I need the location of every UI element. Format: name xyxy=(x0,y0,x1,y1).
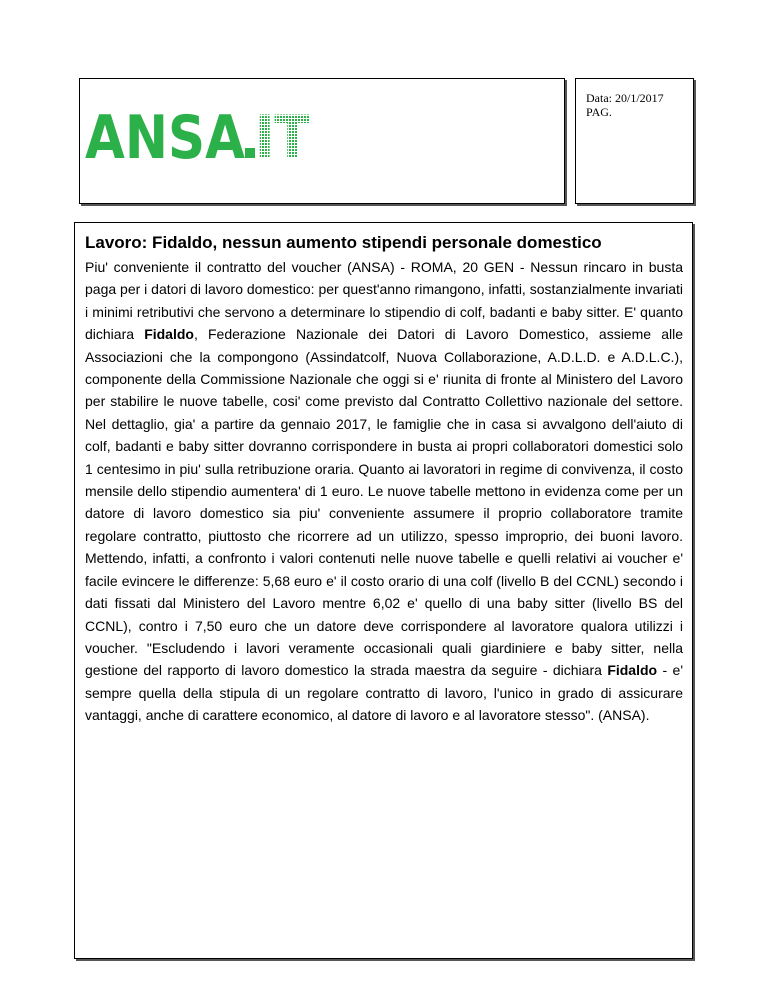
page-label: PAG. xyxy=(586,105,612,119)
svg-text:IT: IT xyxy=(255,103,311,173)
article-title: Lavoro: Fidaldo, nessun aumento stipendi personale domestico xyxy=(85,233,602,252)
article-body xyxy=(85,256,683,727)
article-text-part3: - e' sempre quella della stipula di un regolare contratto di lavoro, l'unico in grado di assicurare vantaggi, anche di carattere economico, al datore di lavoro e al lavoratore stesso". (ANSA). xyxy=(85,662,684,724)
article-text-part2: , Federazione Nazionale dei Datori di Lavoro Domestico, assieme alle Associazioni che la compongono (Assindatcolf, Nuova Collaborazione, A.D.L.D. e A.D.L.C.), componente della Commissione Nazionale che oggi si e' riunita di fronte al Ministero del Lavoro per stabilire le nuove tabelle, cosi' come previsto dal Contratto Collettivo nazionale del settore. Nel dettaglio, gia' a partire da gennaio 2017, le famiglie che in casa si avvalgono dell'aiuto di colf, badanti e baby sitter dovranno corrispondere in busta ai propri collaboratori domestici solo 1 centesimo in piu' sulla retribuzione oraria. Quanto ai lavoratori in regime di convivenza, il costo mensile dello stipendio aumentera' di 1 euro. Le nuove tabelle mettono in evidenza come per un datore di lavoro domestico sia piu' conveniente assumere il proprio collaboratore tramite regolare contratto, piuttosto che ricorrere ad un utilizzo, spesso improprio, dei buoni lavoro. Mettendo, infatti, a confronto i valori contenuti nelle nuove tabelle e quelli relativi ai voucher e' facile evincere le differenze: 5,68 euro e' il costo orario di una colf (livello B del CCNL) secondo i dati fissati dal Ministero del Lavoro mentre 6,02 e' quello di una baby sitter (livello BS del CCNL), contro i 7,50 euro che un datore deve corrispondere al lavoratore qualora utilizzi i voucher. "Escludendo i lavori veramente occasionali quali giardiniere e baby sitter, nella gestione del rapporto di lavoro domestico la strada maestra da seguire - dichiara xyxy=(85,326,683,679)
article-text-part1: Piu' conveniente il contratto del voucher (ANSA) - ROMA, 20 GEN - Nessun rincaro in busta paga per i datori di lavoro domestico: per quest'anno rimangono, infatti, sostanzialmente invariati i minimi retributivi che servono a determinare lo stipendio di colf, badanti e baby sitter. E' quanto dichiara xyxy=(85,259,684,343)
highlight-fidaldo-2: Fidaldo xyxy=(607,662,658,679)
date-info xyxy=(586,91,664,119)
header-box xyxy=(79,78,565,204)
highlight-fidaldo: Fidaldo xyxy=(144,326,194,343)
date-box xyxy=(575,78,694,204)
svg-text:ANSA: ANSA xyxy=(85,103,246,173)
article-box xyxy=(74,222,693,959)
date-value: 20/1/2017 xyxy=(615,91,664,105)
ansa-logo xyxy=(85,103,311,173)
date-label: Data: xyxy=(586,91,612,105)
